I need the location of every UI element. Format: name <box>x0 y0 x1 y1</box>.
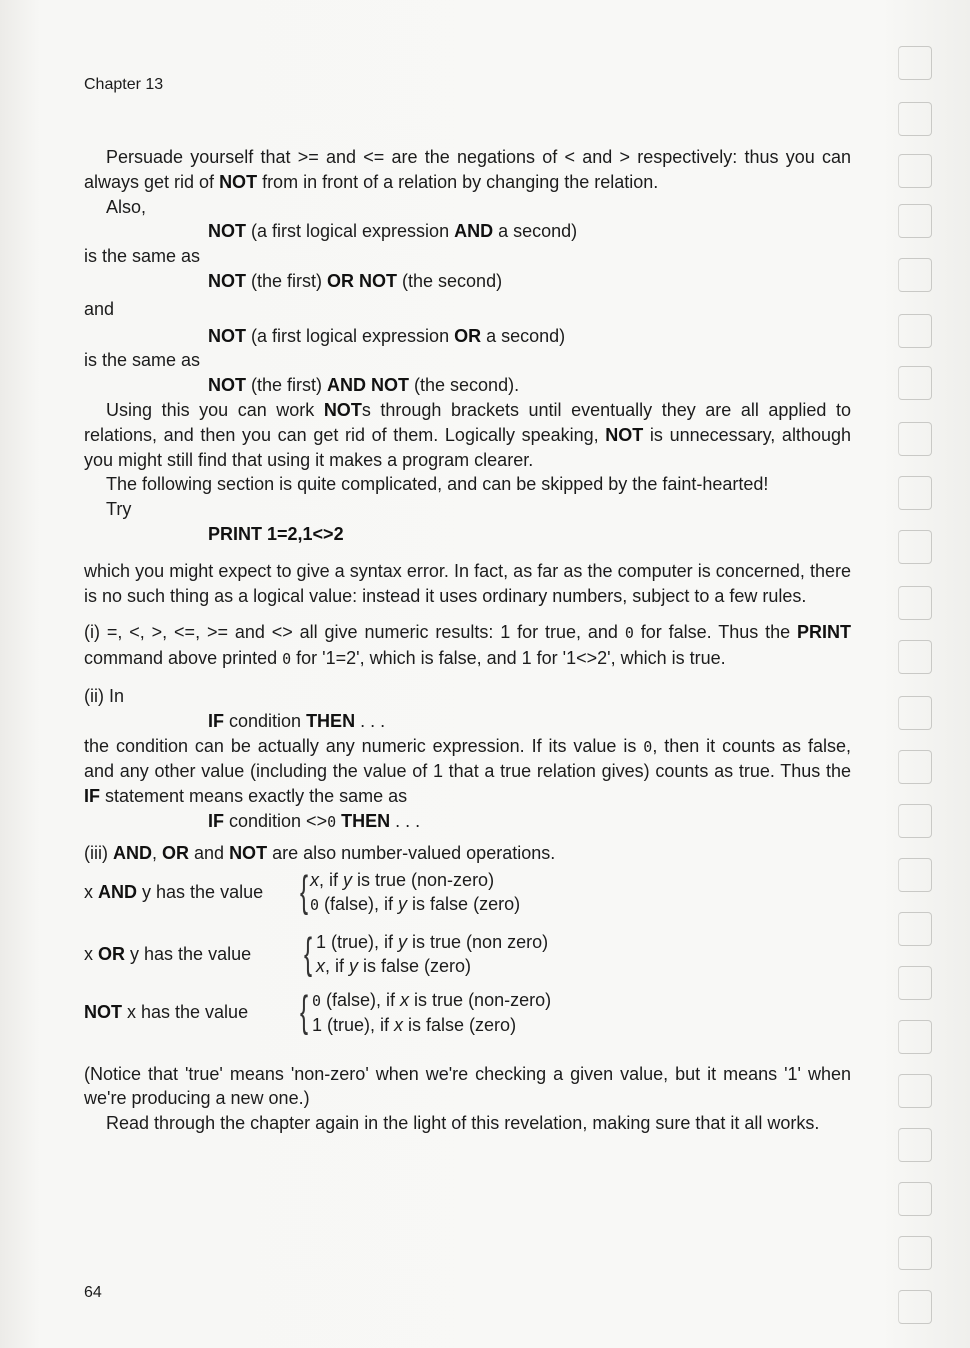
equivalence-line-2: NOT (the first) OR NOT (the second) <box>208 270 503 291</box>
spacer <box>84 608 851 620</box>
binding-ring <box>898 258 932 292</box>
binding-ring <box>898 750 932 784</box>
spacer <box>84 672 851 684</box>
paragraph-read-through: Read through the chapter again in the light of this revelation, making sure that it all works. <box>106 1113 820 1134</box>
same-as-text-2: is the same as <box>84 350 201 371</box>
definition-or-lhs: x OR y has the value <box>84 943 252 964</box>
page-body <box>84 145 851 1136</box>
binding-ring <box>898 586 932 620</box>
binding-ring <box>898 476 932 510</box>
paragraph-syntax-error: which you might expect to give a syntax error. In fact, as far as the computer is concerned, there is no such thing as a logical value: instead it uses ordinary numbers, subject to a few rules. <box>84 560 851 606</box>
spacer <box>84 1040 851 1062</box>
binding-ring <box>898 1020 932 1054</box>
binding-ring <box>898 858 932 892</box>
definition-or <box>84 930 851 982</box>
paragraph-nots-brackets: Using this you can work NOTs through brackets until eventually they are all applied to relations, and then you can get rid of them. Logically speaking, NOT is unnecessary, although you might still find that using it makes a program clearer. <box>84 399 851 470</box>
case-line: 1 (true), if x is false (zero) <box>312 1015 517 1036</box>
definition-or-cases <box>316 930 548 980</box>
equivalence-line-3: NOT (a first logical expression OR a second) <box>208 325 566 346</box>
and-text: and <box>84 298 115 319</box>
definition-not-cases <box>312 988 551 1039</box>
case-line: x, if y is false (zero) <box>316 956 472 977</box>
binding-ring <box>898 1128 932 1162</box>
binding-ring <box>898 314 932 348</box>
binding-ring <box>898 366 932 400</box>
binding-ring <box>898 804 932 838</box>
binding-ring <box>898 530 932 564</box>
binding-ring <box>898 204 932 238</box>
equivalence-line-4: NOT (the first) AND NOT (the second). <box>208 375 520 396</box>
equivalence-line-1: NOT (a first logical expression AND a second) <box>208 221 578 242</box>
paragraph-notice: (Notice that 'true' means 'non-zero' when we're checking a given value, but it means '1' when we're producing a new one.) <box>84 1063 851 1109</box>
if-statement: IF condition THEN . . . <box>208 710 386 731</box>
definition-and-lhs: x AND y has the value <box>84 881 264 902</box>
rule-ii-label: (ii) In <box>84 685 124 706</box>
binding-ring <box>898 46 932 80</box>
brace-icon: { <box>300 866 309 916</box>
brace-icon: { <box>304 928 313 978</box>
binding-ring <box>898 1074 932 1108</box>
same-as-text-1: is the same as <box>84 246 201 267</box>
binding-ring <box>898 1182 932 1216</box>
spacer <box>84 547 851 559</box>
paragraph-rule-iii: (iii) AND, OR and NOT are also number-valued operations. <box>84 842 556 863</box>
binding-ring <box>898 966 932 1000</box>
binding-ring <box>898 102 932 136</box>
print-statement: PRINT 1=2,1<>2 <box>208 523 344 544</box>
binding-ring <box>898 912 932 946</box>
binding-ring <box>898 422 932 456</box>
definition-and <box>84 868 851 920</box>
definition-not-lhs: NOT x has the value <box>84 1001 249 1022</box>
paragraph-rule-ii: the condition can be actually any numeric expression. If its value is 0, then it counts as false, and any other value (including the value of 1 that a true relation gives) counts as true. Thus the IF statement means exactly the same as <box>84 735 851 807</box>
paragraph-complicated: The following section is quite complicated, and can be skipped by the faint-hearted! <box>106 474 769 495</box>
paragraph-negations: Persuade yourself that >= and <= are the negations of < and > respectively: thus you can always get rid of NOT from in front of a relation by changing the relation. <box>84 147 851 192</box>
case-line: 0 (false), if y is false (zero) <box>310 894 521 915</box>
definition-not <box>84 988 851 1040</box>
case-line: x, if y is true (non-zero) <box>310 869 495 890</box>
brace-icon: { <box>300 986 309 1036</box>
also-text: Also, <box>106 196 147 217</box>
if-statement-equivalent: IF condition <>0 THEN . . . <box>208 810 421 831</box>
case-line: 0 (false), if x is true (non-zero) <box>312 989 552 1010</box>
binding-ring <box>898 696 932 730</box>
binding-ring <box>898 154 932 188</box>
binding-ring <box>898 1290 932 1324</box>
definition-and-cases <box>310 868 520 919</box>
binding-ring <box>898 1236 932 1270</box>
try-text: Try <box>106 499 132 520</box>
case-line: 1 (true), if y is true (non zero) <box>316 931 549 952</box>
binding-ring <box>898 640 932 674</box>
chapter-header: Chapter 13 <box>84 76 164 93</box>
page-number: 64 <box>84 1284 102 1301</box>
paragraph-rule-i: (i) =, <, >, <=, >= and <> all give numeric results: 1 for true, and 0 for false. Thus the PRINT command above printed 0 for '1=2', which is false, and 1 for '1<>2', which is true. <box>84 622 851 669</box>
